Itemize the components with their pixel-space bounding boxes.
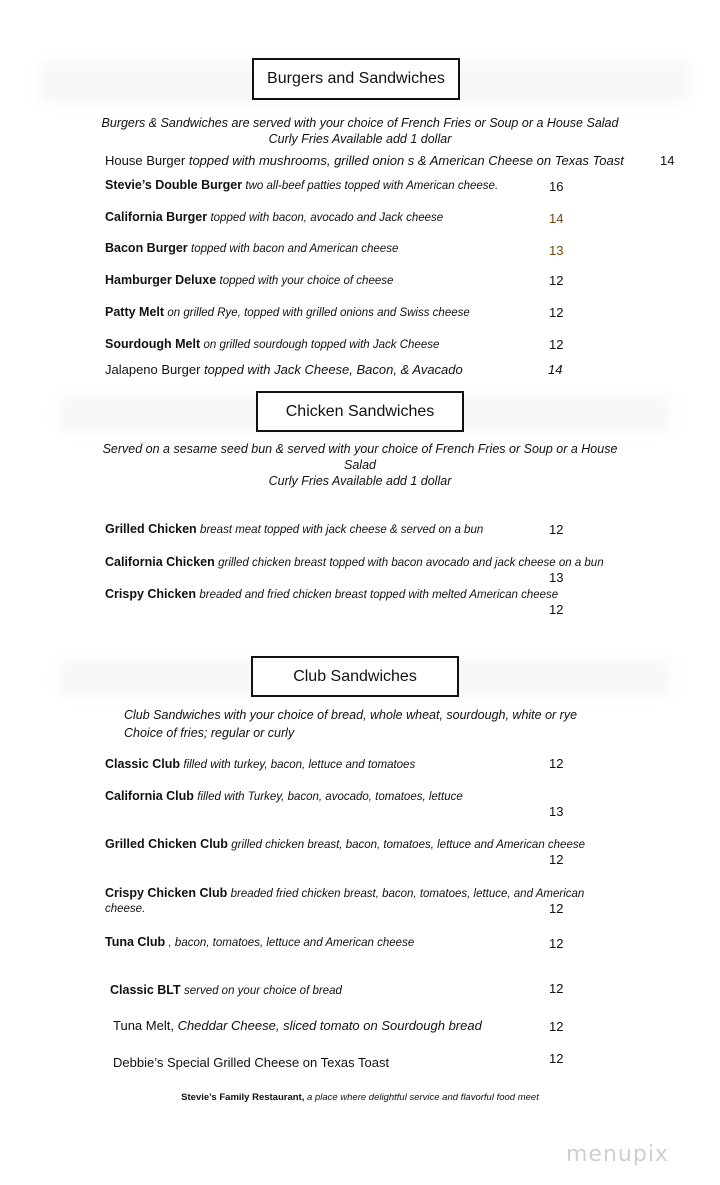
item-price: 12	[549, 852, 564, 867]
item-price: 12	[549, 756, 564, 771]
burgers-note	[0, 115, 720, 147]
item-desc: topped with mushrooms, grilled onion s & American Cheese on Texas Toast	[188, 153, 624, 168]
menu-item-patty-melt	[105, 305, 470, 321]
chicken-note-line3: Curly Fries Available add 1 dollar	[268, 474, 452, 488]
item-desc: breaded fried chicken breast, bacon, tomatoes, lettuce, and American	[230, 888, 585, 900]
menu-item-tuna-club	[105, 935, 414, 951]
restaurant-tagline: a place where delightful service and flavorful food meet	[307, 1092, 539, 1103]
item-name: California Burger	[105, 210, 208, 224]
item-name: California Chicken	[105, 555, 215, 569]
footer-tagline	[0, 1092, 720, 1103]
item-desc: served on your choice of bread	[183, 985, 342, 997]
item-desc: two all-beef patties topped with American cheese.	[245, 180, 499, 192]
item-desc: topped with bacon, avocado and Jack cheese	[210, 212, 444, 224]
chicken-note	[0, 441, 720, 489]
menu-item-sourdough-melt	[105, 337, 439, 353]
chicken-note-line1: Served on a sesame seed bun & served with your choice of French Fries or Soup or a House	[102, 442, 618, 456]
item-desc: filled with Turkey, bacon, avocado, tomatoes, lettuce	[197, 791, 463, 803]
section-title-club: Club Sandwiches	[251, 656, 459, 697]
section-title-burgers: Burgers and Sandwiches	[252, 58, 460, 100]
menu-item-classic-blt	[110, 983, 342, 999]
menu-item-crispy-chicken	[105, 587, 558, 603]
burgers-note-line1: Burgers & Sandwiches are served with your choice of French Fries or Soup or a House Salad	[101, 116, 619, 130]
item-price: 14	[548, 362, 563, 377]
item-desc: breaded and fried chicken breast topped with melted American cheese	[199, 589, 559, 601]
section-title-chicken: Chicken Sandwiches	[256, 391, 464, 432]
menu-item-house-burger	[105, 153, 624, 168]
item-name: Classic BLT	[110, 983, 181, 997]
menu-item-california-chicken	[105, 555, 604, 571]
item-price: 12	[549, 901, 564, 916]
item-price: 12	[549, 522, 564, 537]
item-name: Classic Club	[105, 757, 181, 771]
menu-item-tuna-melt	[113, 1018, 482, 1033]
item-name: Debbie’s Special Grilled Cheese on Texas Toast	[113, 1055, 390, 1070]
item-name: Hamburger Deluxe	[105, 273, 217, 287]
item-price: 12	[549, 273, 564, 288]
item-desc: grilled chicken breast topped with bacon avocado and jack cheese on a bun	[218, 557, 604, 569]
item-price: 12	[549, 1019, 564, 1034]
item-name: Tuna Club	[105, 935, 166, 949]
menu-item-classic-club	[105, 757, 415, 773]
item-name: Grilled Chicken	[105, 522, 197, 536]
item-price: 16	[549, 179, 564, 194]
item-price: 14	[660, 153, 675, 168]
chicken-note-line2: Salad	[344, 458, 376, 472]
menu-item-jalapeno-burger	[105, 362, 463, 377]
item-name: Crispy Chicken Club	[105, 886, 228, 900]
item-price: 13	[549, 570, 564, 585]
menu-item-bacon-burger	[105, 241, 398, 257]
menu-item-hamburger-deluxe	[105, 273, 393, 289]
item-name: Sourdough Melt	[105, 337, 201, 351]
restaurant-name: Stevie’s Family Restaurant,	[181, 1092, 305, 1103]
item-price: 12	[549, 337, 564, 352]
item-name: Tuna Melt,	[113, 1018, 174, 1033]
item-name: Stevie’s Double Burger	[105, 178, 243, 192]
item-desc: topped with Jack Cheese, Bacon, & Avacado	[204, 362, 463, 377]
item-name: Patty Melt	[105, 305, 165, 319]
club-note	[124, 707, 577, 741]
item-desc: topped with bacon and American cheese	[191, 243, 399, 255]
item-desc: grilled chicken breast, bacon, tomatoes, lettuce and American cheese	[231, 839, 585, 851]
item-name: Crispy Chicken	[105, 587, 197, 601]
item-desc: topped with your choice of cheese	[219, 275, 394, 287]
item-desc: , bacon, tomatoes, lettuce and American cheese	[168, 937, 415, 949]
menu-item-california-burger	[105, 210, 443, 226]
item-name: Jalapeno Burger	[105, 362, 201, 377]
item-desc: breast meat topped with jack cheese & served on a bun	[200, 524, 484, 536]
item-desc: on grilled sourdough topped with Jack Cheese	[203, 339, 440, 351]
club-note-line2: Choice of fries; regular or curly	[124, 726, 295, 740]
burgers-note-line2: Curly Fries Available add 1 dollar	[268, 132, 452, 146]
item-price: 14	[549, 211, 564, 226]
item-name: Grilled Chicken Club	[105, 837, 228, 851]
item-name: Bacon Burger	[105, 241, 188, 255]
item-price: 12	[549, 602, 564, 617]
item-price: 12	[549, 305, 564, 320]
item-price: 13	[549, 243, 564, 258]
item-price: 12	[549, 936, 564, 951]
menu-item-double-burger	[105, 178, 498, 194]
menu-item-california-club	[105, 789, 463, 805]
menu-item-grilled-chicken-club	[105, 837, 585, 853]
item-name: House Burger	[105, 153, 186, 168]
club-note-line1: Club Sandwiches with your choice of bread, whole wheat, sourdough, white or rye	[124, 708, 578, 722]
menu-item-crispy-chicken-club	[105, 886, 584, 917]
watermark-logo: menupix	[566, 1142, 669, 1167]
item-price: 12	[549, 1051, 564, 1066]
item-desc-cont: cheese.	[105, 903, 146, 915]
item-price: 13	[549, 804, 564, 819]
item-price: 12	[549, 981, 564, 996]
item-desc: filled with turkey, bacon, lettuce and tomatoes	[183, 759, 416, 771]
item-desc: on grilled Rye, topped with grilled onions and Swiss cheese	[167, 307, 470, 319]
menu-item-grilled-chicken	[105, 522, 483, 538]
item-desc: Cheddar Cheese, sliced tomato on Sourdough bread	[177, 1018, 482, 1033]
item-name: California Club	[105, 789, 194, 803]
menu-item-debbies-grilled-cheese	[113, 1055, 389, 1070]
